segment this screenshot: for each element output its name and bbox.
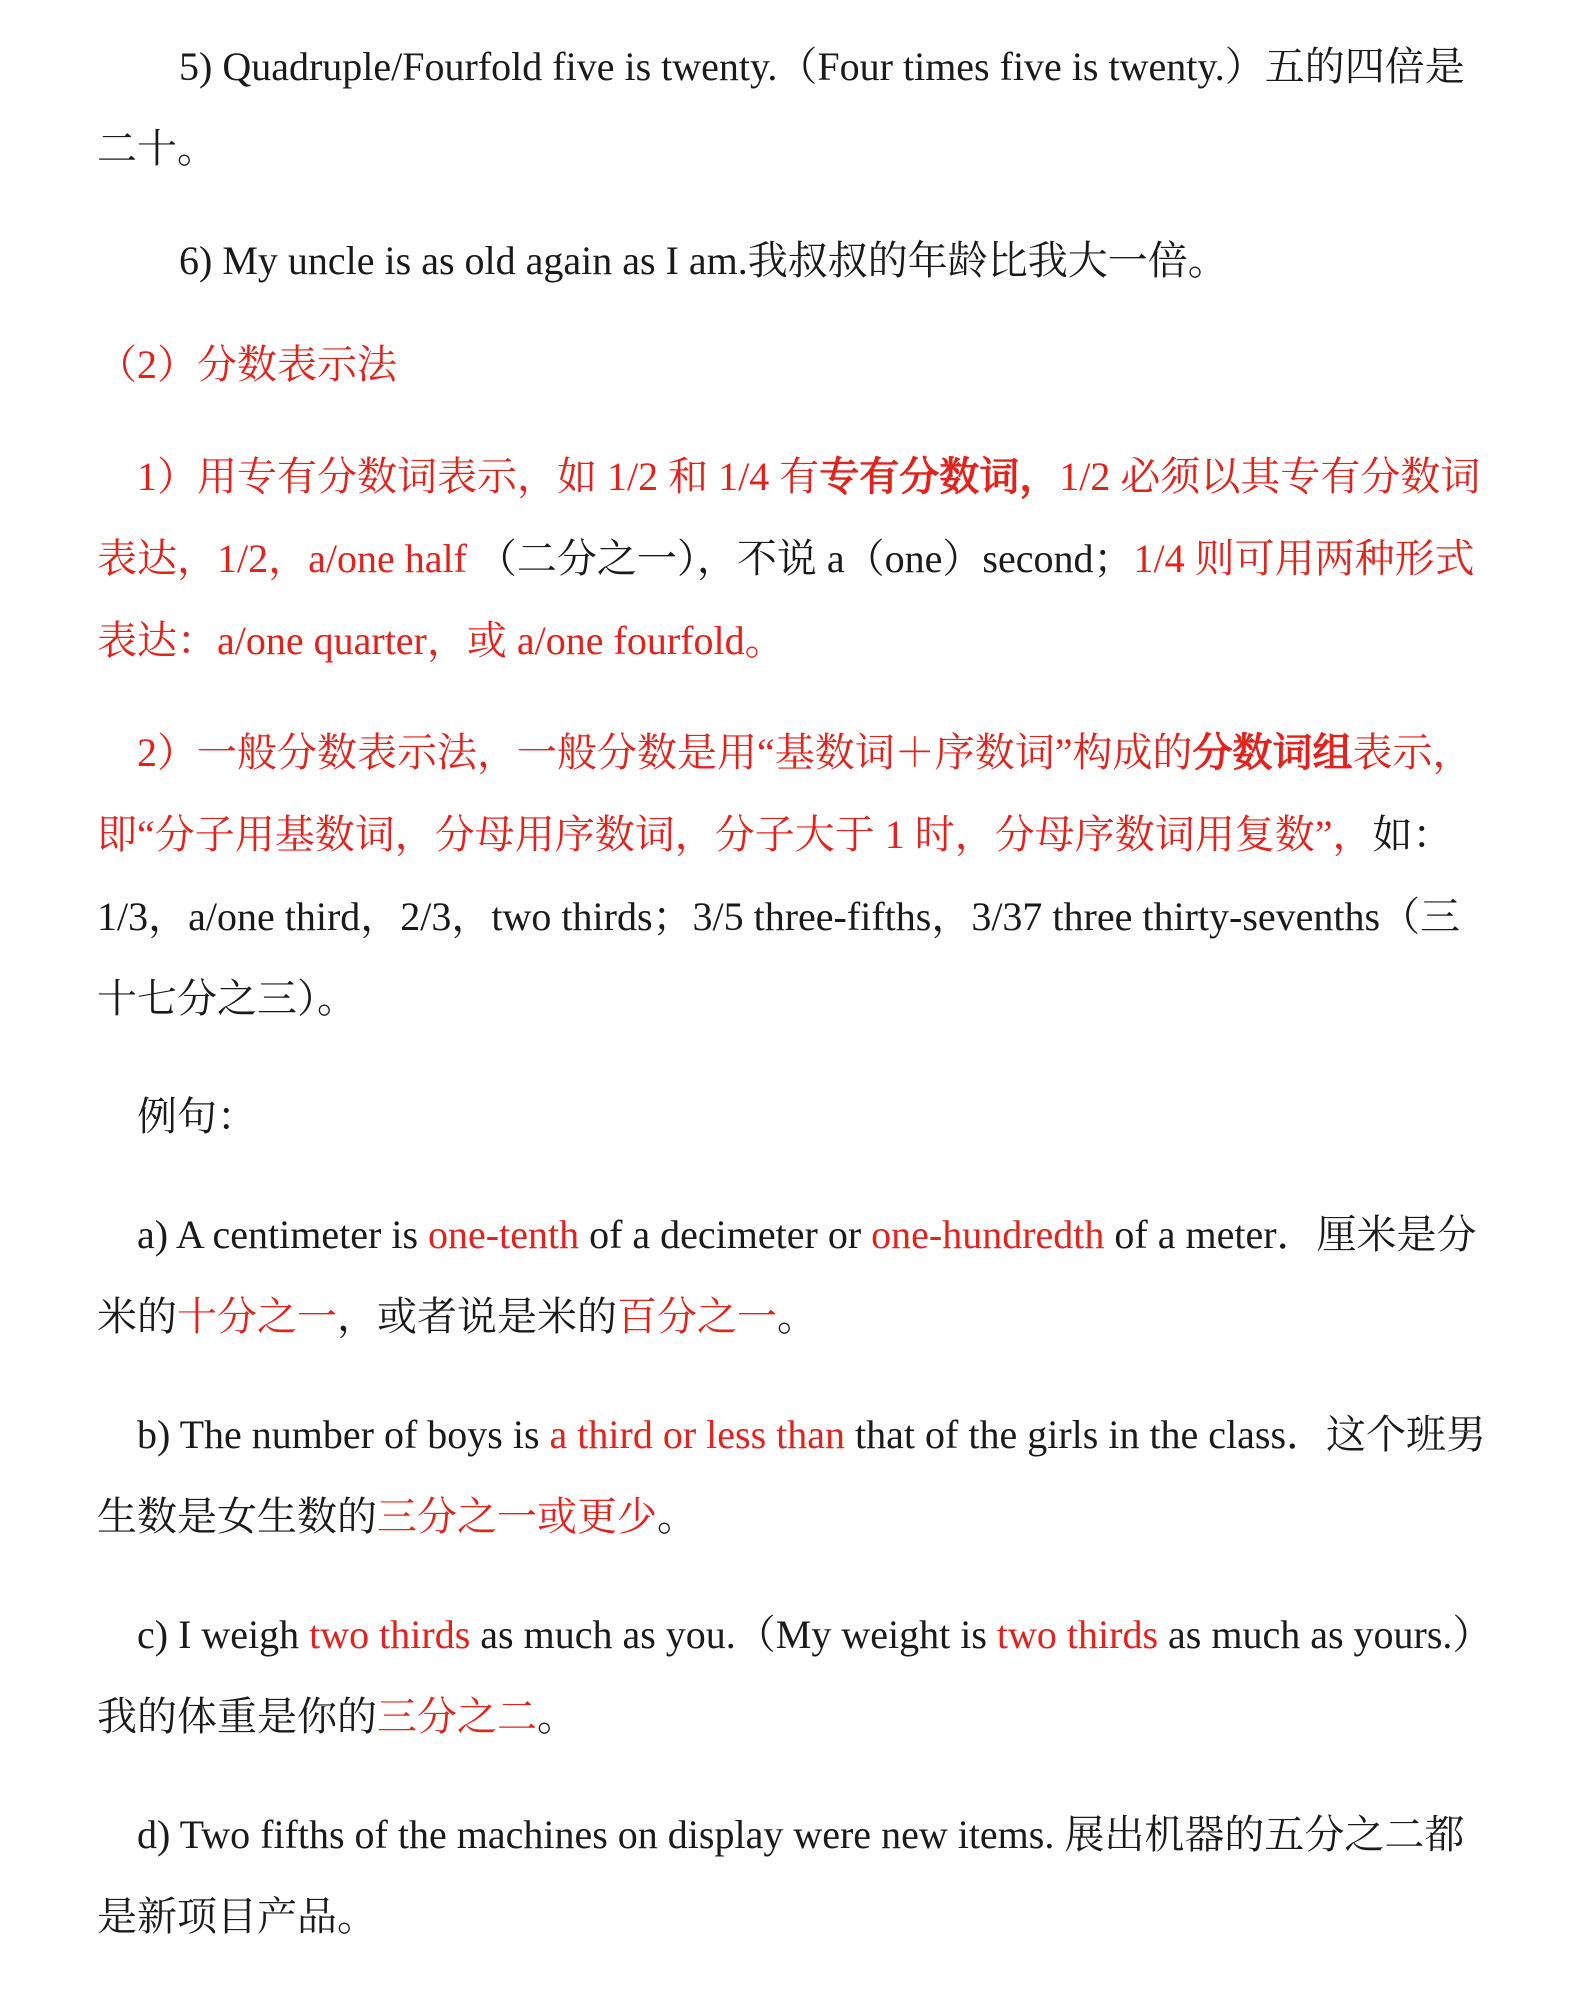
example-a-highlight-3: 十分之一 (177, 1294, 337, 1339)
example-c-highlight-1: two thirds (309, 1612, 471, 1657)
rule-2-intro: 2）一般分数表示法，一般分数是用“基数词＋序数词”构成的 (137, 730, 1193, 775)
example-a-text-2: of a decimeter or (579, 1212, 872, 1257)
example-c-text-3: as much as yours.）我的体重是你的 (97, 1612, 1473, 1739)
example-c-highlight-2: two thirds (996, 1612, 1159, 1657)
examples-label: 例句： (137, 1094, 257, 1139)
rule-2-examples: 如：1/3，a/one third，2/3，two thirds；3/5 three-fifths，3/37 three thirty-sevenths（三十七分之三）。 (97, 812, 1461, 1021)
example-b-text-1: b) The number of boys is (137, 1412, 550, 1457)
example-d-text: d) Two fifths of the machines on display were new items. 展出机器的五分之二都是新项目产品。 (97, 1812, 1465, 1939)
example-a-highlight-2: one-hundredth (871, 1212, 1105, 1257)
example-5-text: 5) Quadruple/Fourfold five is twenty.（Four times five is twenty.）五的四倍是二十。 (97, 44, 1465, 171)
example-c (97, 1594, 1489, 1758)
example-b-text-2: that of the girls in the class．这个班男生数是女生数的 (97, 1412, 1487, 1539)
fraction-rule-2 (97, 712, 1489, 1040)
section-heading-fractions: （2）分数表示法 (97, 342, 397, 387)
example-c-text-4: 。 (537, 1694, 577, 1739)
rule-1-note: （二分之一），不说 a（one）second； (476, 536, 1134, 581)
example-a-text-5: 。 (777, 1294, 817, 1339)
example-a-text-3: of a meter．厘米是分米的 (97, 1212, 1477, 1339)
rule-2-emphasis: 分数词组 (1192, 730, 1353, 775)
example-a-highlight-1: one-tenth (428, 1212, 580, 1257)
rule-1-half: 1/2 必须以其专有分数词表达，1/2，a/one half (97, 454, 1481, 581)
example-b (97, 1394, 1489, 1558)
example-6-text: 6) My uncle is as old again as I am.我叔叔的年龄比我大一倍。 (179, 238, 1228, 283)
example-a-highlight-4: 百分之一 (617, 1294, 777, 1339)
example-5 (97, 26, 1489, 190)
example-b-highlight-2: 三分之一或更少 (377, 1494, 657, 1539)
example-c-text-2: as much as you.（My weight is (470, 1612, 997, 1657)
rule-1-emphasis: 专有分数词， (819, 454, 1060, 499)
example-a-text-4: ，或者说是米的 (337, 1294, 617, 1339)
rule-2-explanation: 表示，即“分子用基数词，分母用序数词，分子大于 1 时，分母序数词用复数”， (97, 730, 1473, 857)
example-d (97, 1794, 1489, 1958)
example-a-text-1: a) A centimeter is (137, 1212, 429, 1257)
example-c-text-1: c) I weigh (137, 1612, 310, 1657)
fraction-rule-1 (97, 436, 1489, 682)
example-b-text-3: 。 (657, 1494, 697, 1539)
example-6 (97, 220, 1489, 302)
rule-1-quarter: 1/4 则可用两种形式表达：a/one quarter，或 a/one fourfold。 (97, 536, 1475, 663)
example-c-highlight-3: 三分之二 (377, 1694, 537, 1739)
example-b-highlight-1: a third or less than (549, 1412, 846, 1457)
example-a (97, 1194, 1489, 1358)
rule-1-intro: 1）用专有分数词表示，如 1/2 和 1/4 有 (137, 454, 820, 499)
